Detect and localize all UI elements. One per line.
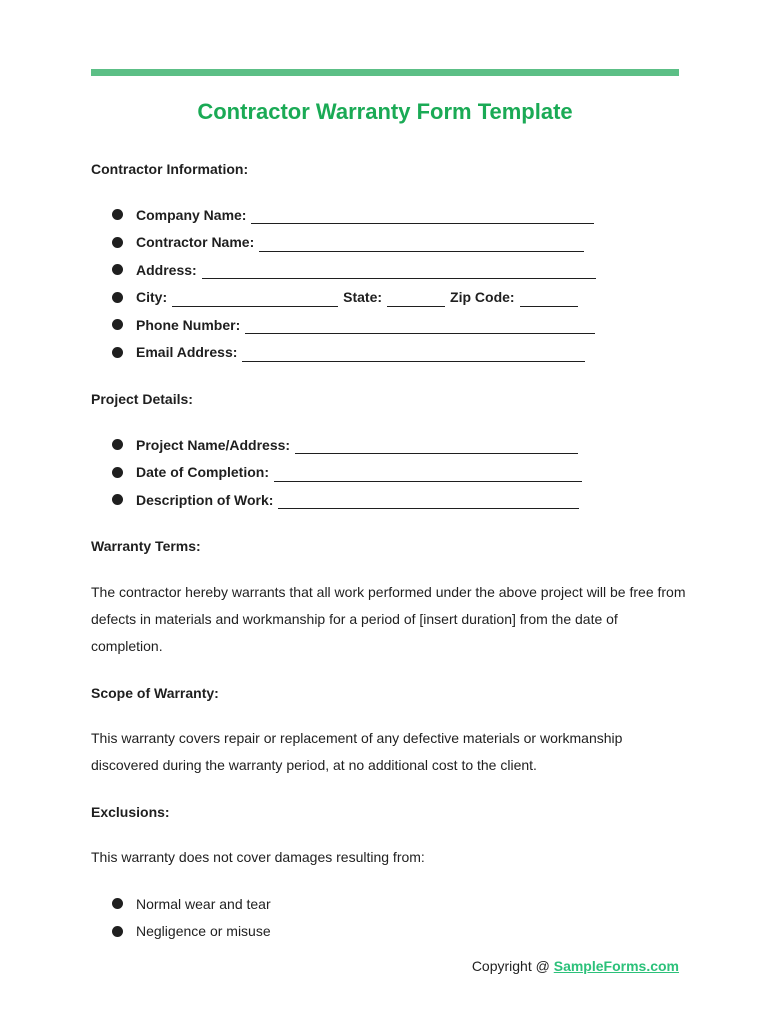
- bullet-icon: [112, 209, 123, 220]
- project-name-address-field[interactable]: [295, 439, 578, 454]
- description-of-work-label: Description of Work:: [136, 491, 274, 508]
- contractor-name-label: Contractor Name:: [136, 234, 255, 251]
- date-of-completion-row: [112, 459, 587, 487]
- bullet-icon: [112, 237, 123, 248]
- project-name-address-row: [112, 431, 587, 459]
- exclusion-item-text: Normal wear and tear: [136, 895, 271, 912]
- project-name-address-label: Project Name/Address:: [136, 436, 291, 453]
- company-name-field[interactable]: [251, 209, 594, 224]
- contractor-info-list: [112, 201, 601, 366]
- phone-number-field[interactable]: [245, 319, 595, 334]
- email-address-row: [112, 339, 601, 367]
- date-of-completion-label: Date of Completion:: [136, 464, 269, 481]
- contractor-name-row: [112, 229, 601, 257]
- bullet-icon: [112, 292, 123, 303]
- address-row: [112, 256, 601, 284]
- project-details-list: [112, 431, 587, 514]
- address-label: Address:: [136, 261, 197, 278]
- bullet-icon: [112, 494, 123, 505]
- address-field[interactable]: [202, 264, 596, 279]
- bullet-icon: [112, 347, 123, 358]
- zip-code-label: Zip Code:: [450, 289, 515, 306]
- list-item: [112, 890, 271, 918]
- bullet-icon: [112, 319, 123, 330]
- city-field[interactable]: [172, 292, 338, 307]
- bullet-icon: [112, 926, 123, 937]
- email-address-field[interactable]: [242, 347, 585, 362]
- date-of-completion-field[interactable]: [274, 467, 582, 482]
- email-address-label: Email Address:: [136, 344, 238, 361]
- exclusions-list: [112, 890, 271, 945]
- contractor-name-field[interactable]: [259, 237, 584, 252]
- bullet-icon: [112, 898, 123, 909]
- zip-code-field[interactable]: [520, 292, 578, 307]
- description-of-work-row: [112, 486, 587, 514]
- state-label: State:: [343, 289, 383, 306]
- exclusion-item-text: Negligence or misuse: [136, 923, 271, 940]
- scope-of-warranty-paragraph: This warranty covers repair or replacement of any defective materials or workmanship discovered during the warranty period, at no additional cost to the client.: [91, 730, 623, 773]
- state-field[interactable]: [387, 292, 445, 307]
- description-of-work-field[interactable]: [278, 494, 579, 509]
- exclusions-intro: This warranty does not cover damages resulting from:: [91, 849, 425, 865]
- company-name-row: [112, 201, 601, 229]
- bullet-icon: [112, 467, 123, 478]
- warranty-terms-paragraph: The contractor hereby warrants that all work performed under the above project will be free from defects in materials and workmanship for a period of [insert duration] from the date of completion.: [91, 584, 686, 654]
- company-name-label: Company Name:: [136, 206, 247, 223]
- phone-number-label: Phone Number:: [136, 316, 241, 333]
- copyright-text: Copyright @: [471, 958, 554, 974]
- footer-copyright: [472, 958, 679, 974]
- warranty-terms-heading: Warranty Terms:: [91, 538, 201, 554]
- exclusions-heading: Exclusions:: [91, 804, 170, 820]
- top-accent-bar: [91, 69, 679, 76]
- contractor-info-heading: Contractor Information:: [91, 161, 249, 177]
- project-details-heading: Project Details:: [91, 391, 193, 407]
- bullet-icon: [112, 264, 123, 275]
- scope-of-warranty-heading: Scope of Warranty:: [91, 685, 219, 701]
- city-state-zip-row: [112, 284, 601, 312]
- phone-number-row: [112, 311, 601, 339]
- list-item: [112, 918, 271, 946]
- brand-link[interactable]: SampleForms.com: [553, 958, 679, 974]
- city-label: City:: [136, 289, 168, 306]
- page-title: Contractor Warranty Form Template: [197, 99, 573, 124]
- bullet-icon: [112, 439, 123, 450]
